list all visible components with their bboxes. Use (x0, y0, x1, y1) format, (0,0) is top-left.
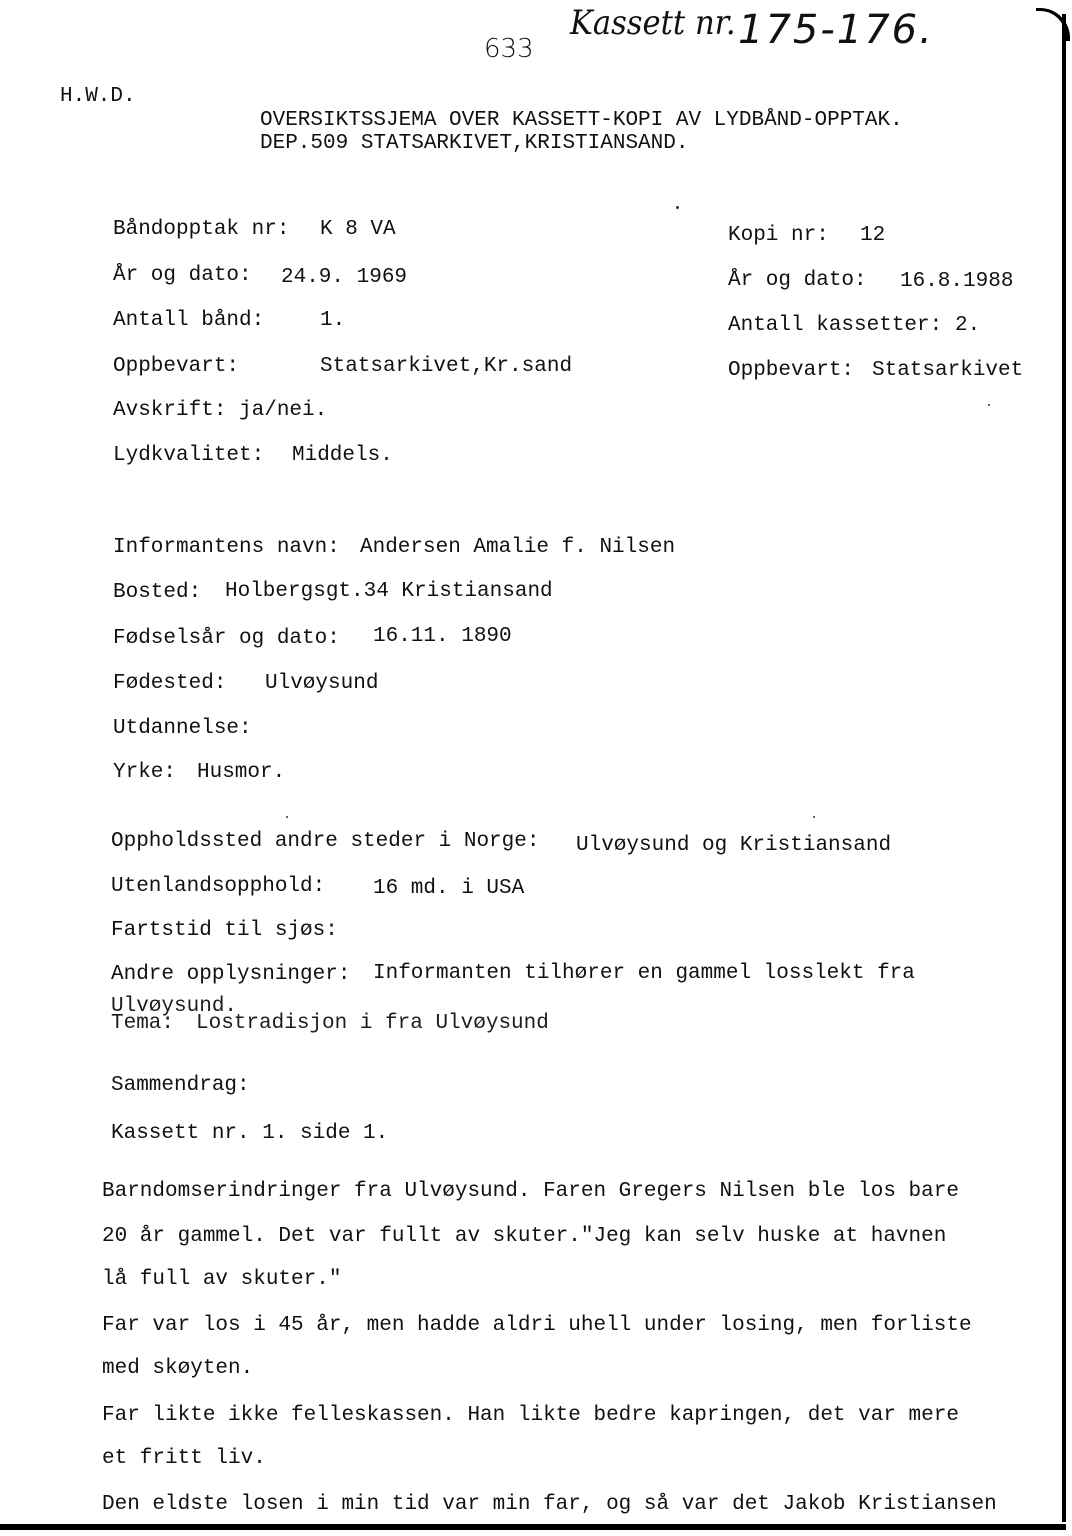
utenlands-label: Utenlandsopphold: (111, 875, 326, 898)
andre-value: Informanten tilhører en gammel losslekt fra (373, 962, 915, 985)
summary-line: Far likte ikke felleskassen. Han likte bedre kapringen, det var mere (102, 1404, 959, 1427)
tape-date-value: 24.9. 1969 (281, 266, 408, 289)
fodested-value: Ulvøysund (265, 672, 379, 695)
tema-label: Tema: (111, 1012, 175, 1035)
page-corner (1036, 8, 1070, 41)
summary-line: Den eldste losen i min tid var min far, og så var det Jakob Kristiansen (102, 1493, 997, 1516)
lydkvalitet-label: Lydkvalitet: (113, 444, 265, 467)
speck-mark (988, 404, 990, 406)
fodselsaar-label: Fødselsår og dato: (113, 627, 340, 650)
handwritten-kassett-range: 175-176. (738, 7, 934, 53)
yrke-label: Yrke: (113, 761, 177, 784)
andre-label: Andre opplysninger: (111, 963, 351, 986)
utenlands-value: 16 md. i USA (373, 877, 525, 900)
handwritten-page-number: 633 (484, 34, 534, 64)
antall-kassetter-value: 2. (955, 314, 981, 337)
fodselsaar-value: 16.11. 1890 (373, 625, 512, 648)
summary-line: lå full av skuter." (102, 1268, 342, 1291)
copy-date-label: År og dato: (728, 269, 867, 292)
summary-line: med skøyten. (102, 1357, 254, 1380)
tema-value: Lostradisjon i fra Ulvøysund (196, 1012, 549, 1035)
bandopptak-value: K 8 VA (320, 218, 396, 241)
header-title-line2: DEP.509 STATSARKIVET,KRISTIANSAND. (260, 132, 689, 155)
yrke-value: Husmor. (197, 761, 286, 784)
handwritten-kassett-label: Kassett nr. (570, 3, 736, 43)
opphold-value: Ulvøysund og Kristiansand (576, 834, 892, 857)
antall-kassetter-label: Antall kassetter: (728, 314, 943, 337)
summary-line: Far var los i 45 år, men hadde aldri uhell under losing, men forliste (102, 1314, 972, 1337)
speck-mark (813, 816, 815, 818)
utdannelse-label: Utdannelse: (113, 717, 252, 740)
summary-line: 20 år gammel. Det var fullt av skuter."Jeg kan selv huske at havnen (102, 1225, 947, 1248)
tape-oppbevart-value: Statsarkivet,Kr.sand (320, 355, 573, 378)
speck-mark (676, 206, 679, 209)
avskrift-field: Avskrift: ja/nei. (113, 399, 328, 422)
fartstid-label: Fartstid til sjøs: (111, 919, 338, 942)
fodested-label: Fødested: (113, 672, 227, 695)
header-initials: H.W.D. (60, 85, 136, 108)
informant-name-value: Andersen Amalie f. Nilsen (360, 536, 676, 559)
antall-band-label: Antall bånd: (113, 309, 265, 332)
page-edge-bottom (0, 1524, 1066, 1530)
copy-oppbevart-value: Statsarkivet (872, 359, 1024, 382)
bosted-label: Bosted: (113, 581, 202, 604)
copy-oppbevart-label: Oppbevart: (728, 359, 855, 382)
bandopptak-label: Båndopptak nr: (113, 218, 290, 241)
kassett-side-heading: Kassett nr. 1. side 1. (111, 1122, 389, 1145)
kopi-value: 12 (860, 224, 886, 247)
page-edge-right (1062, 14, 1066, 1522)
speck-mark (286, 816, 288, 818)
summary-line: et fritt liv. (102, 1447, 266, 1470)
tape-date-label: År og dato: (113, 264, 252, 287)
tape-oppbevart-label: Oppbevart: (113, 355, 240, 378)
informant-name-label: Informantens navn: (113, 536, 340, 559)
kopi-label: Kopi nr: (728, 224, 829, 247)
header-title-line1: OVERSIKTSSJEMA OVER KASSETT-KOPI AV LYDBÅND-OPPTAK. (260, 109, 903, 132)
sammendrag-heading: Sammendrag: (111, 1074, 250, 1097)
andre-continuation: Ulvøysund. (111, 995, 238, 1018)
summary-line: Barndomserindringer fra Ulvøysund. Faren Gregers Nilsen ble los bare (102, 1180, 959, 1203)
lydkvalitet-value: Middels. (292, 444, 393, 467)
opphold-label: Oppholdssted andre steder i Norge: (111, 830, 540, 853)
copy-date-value: 16.8.1988 (900, 270, 1014, 293)
antall-band-value: 1. (320, 309, 346, 332)
bosted-value: Holbergsgt.34 Kristiansand (225, 580, 553, 603)
